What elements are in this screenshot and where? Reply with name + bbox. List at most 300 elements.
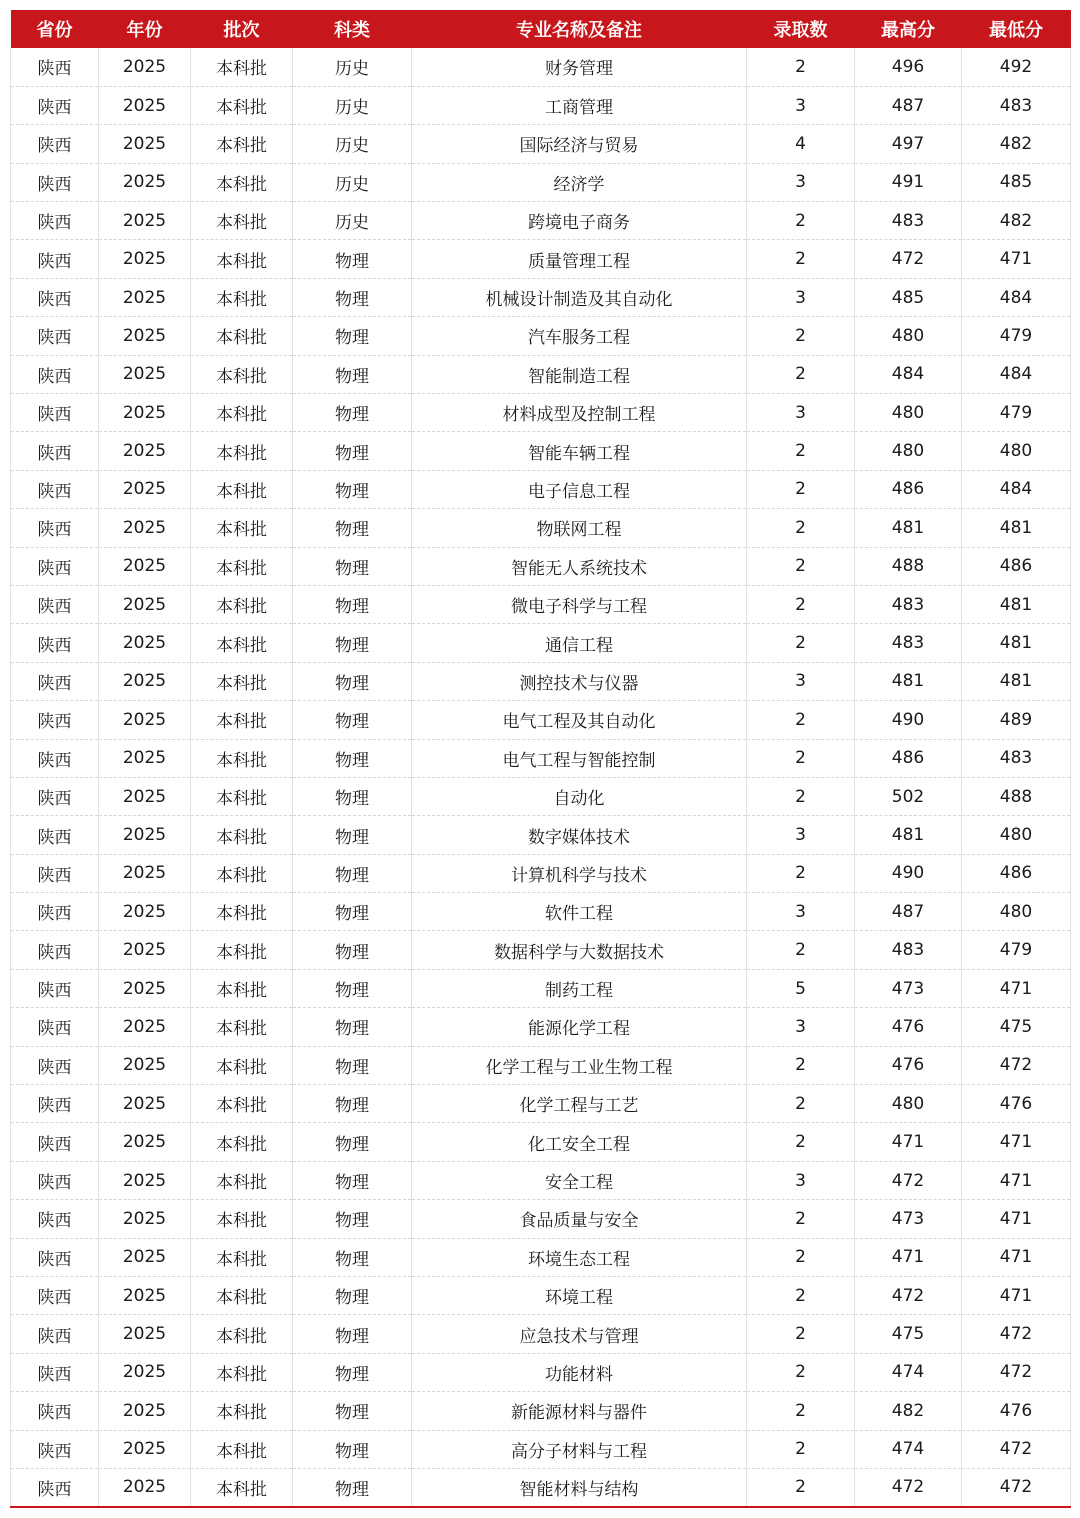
admission-table-container: [10, 10, 1070, 1508]
cell-min-score: 471: [962, 1238, 1071, 1276]
cell-max-score: 487: [855, 86, 962, 124]
cell-subject: 历史: [293, 125, 412, 163]
cell-admitted: 3: [747, 86, 855, 124]
cell-batch: 本科批: [191, 48, 293, 86]
cell-major: 机械设计制造及其自动化: [412, 278, 747, 316]
cell-batch: 本科批: [191, 1315, 293, 1353]
cell-admitted: 2: [747, 240, 855, 278]
cell-batch: 本科批: [191, 317, 293, 355]
cell-major: 汽车服务工程: [412, 317, 747, 355]
cell-major: 化学工程与工业生物工程: [412, 1046, 747, 1084]
cell-province: 陕西: [11, 1200, 99, 1238]
cell-major: 环境工程: [412, 1277, 747, 1315]
cell-batch: 本科批: [191, 624, 293, 662]
cell-year: 2025: [99, 278, 191, 316]
admission-table: [10, 10, 1071, 1508]
cell-subject: 物理: [293, 1430, 412, 1468]
cell-min-score: 476: [962, 1085, 1071, 1123]
cell-min-score: 482: [962, 202, 1071, 240]
cell-batch: 本科批: [191, 1008, 293, 1046]
cell-admitted: 2: [747, 1277, 855, 1315]
cell-min-score: 484: [962, 470, 1071, 508]
cell-province: 陕西: [11, 470, 99, 508]
cell-subject: 历史: [293, 202, 412, 240]
cell-batch: 本科批: [191, 931, 293, 969]
cell-major: 能源化学工程: [412, 1008, 747, 1046]
cell-batch: 本科批: [191, 355, 293, 393]
cell-min-score: 482: [962, 125, 1071, 163]
cell-province: 陕西: [11, 86, 99, 124]
header-province: 省份: [11, 10, 99, 48]
cell-max-score: 472: [855, 1161, 962, 1199]
cell-major: 化学工程与工艺: [412, 1085, 747, 1123]
cell-batch: 本科批: [191, 240, 293, 278]
cell-max-score: 490: [855, 854, 962, 892]
cell-admitted: 2: [747, 624, 855, 662]
cell-min-score: 475: [962, 1008, 1071, 1046]
cell-admitted: 3: [747, 662, 855, 700]
cell-admitted: 2: [747, 509, 855, 547]
cell-major: 应急技术与管理: [412, 1315, 747, 1353]
cell-subject: 物理: [293, 931, 412, 969]
cell-batch: 本科批: [191, 125, 293, 163]
cell-batch: 本科批: [191, 1392, 293, 1430]
cell-major: 新能源材料与器件: [412, 1392, 747, 1430]
cell-admitted: 3: [747, 893, 855, 931]
cell-batch: 本科批: [191, 509, 293, 547]
cell-min-score: 481: [962, 624, 1071, 662]
cell-province: 陕西: [11, 1468, 99, 1506]
cell-max-score: 484: [855, 355, 962, 393]
cell-major: 软件工程: [412, 893, 747, 931]
cell-province: 陕西: [11, 1238, 99, 1276]
cell-min-score: 471: [962, 1161, 1071, 1199]
cell-major: 国际经济与贸易: [412, 125, 747, 163]
cell-subject: 物理: [293, 662, 412, 700]
cell-batch: 本科批: [191, 394, 293, 432]
cell-subject: 物理: [293, 1008, 412, 1046]
cell-admitted: 2: [747, 701, 855, 739]
cell-admitted: 2: [747, 355, 855, 393]
cell-subject: 物理: [293, 1085, 412, 1123]
cell-major: 质量管理工程: [412, 240, 747, 278]
cell-batch: 本科批: [191, 854, 293, 892]
table-row: [11, 1430, 1071, 1468]
table-row: [11, 662, 1071, 700]
cell-max-score: 488: [855, 547, 962, 585]
cell-province: 陕西: [11, 240, 99, 278]
cell-admitted: 2: [747, 547, 855, 585]
cell-admitted: 2: [747, 1238, 855, 1276]
cell-subject: 物理: [293, 1238, 412, 1276]
cell-subject: 物理: [293, 1353, 412, 1391]
cell-year: 2025: [99, 1161, 191, 1199]
cell-subject: 物理: [293, 432, 412, 470]
cell-max-score: 476: [855, 1046, 962, 1084]
cell-min-score: 480: [962, 432, 1071, 470]
cell-max-score: 502: [855, 777, 962, 815]
cell-major: 经济学: [412, 163, 747, 201]
cell-min-score: 481: [962, 662, 1071, 700]
cell-year: 2025: [99, 86, 191, 124]
cell-batch: 本科批: [191, 969, 293, 1007]
cell-province: 陕西: [11, 1277, 99, 1315]
table-row: [11, 509, 1071, 547]
cell-admitted: 3: [747, 163, 855, 201]
cell-subject: 物理: [293, 1468, 412, 1506]
table-row: [11, 432, 1071, 470]
cell-max-score: 473: [855, 1200, 962, 1238]
cell-year: 2025: [99, 1353, 191, 1391]
cell-subject: 物理: [293, 240, 412, 278]
table-row: [11, 240, 1071, 278]
table-body: [11, 48, 1071, 1507]
cell-province: 陕西: [11, 701, 99, 739]
cell-year: 2025: [99, 317, 191, 355]
cell-province: 陕西: [11, 585, 99, 623]
cell-major: 智能制造工程: [412, 355, 747, 393]
cell-major: 制药工程: [412, 969, 747, 1007]
cell-admitted: 3: [747, 1008, 855, 1046]
cell-batch: 本科批: [191, 86, 293, 124]
cell-max-score: 474: [855, 1353, 962, 1391]
cell-subject: 物理: [293, 1277, 412, 1315]
cell-major: 工商管理: [412, 86, 747, 124]
header-admitted: 录取数: [747, 10, 855, 48]
cell-min-score: 472: [962, 1315, 1071, 1353]
cell-batch: 本科批: [191, 1200, 293, 1238]
cell-batch: 本科批: [191, 739, 293, 777]
cell-province: 陕西: [11, 624, 99, 662]
table-row: [11, 86, 1071, 124]
cell-subject: 物理: [293, 509, 412, 547]
cell-province: 陕西: [11, 1392, 99, 1430]
cell-admitted: 2: [747, 1046, 855, 1084]
cell-province: 陕西: [11, 1353, 99, 1391]
cell-year: 2025: [99, 1277, 191, 1315]
cell-batch: 本科批: [191, 1161, 293, 1199]
cell-subject: 物理: [293, 1200, 412, 1238]
cell-max-score: 483: [855, 202, 962, 240]
cell-batch: 本科批: [191, 1430, 293, 1468]
cell-max-score: 481: [855, 662, 962, 700]
table-row: [11, 1238, 1071, 1276]
cell-year: 2025: [99, 509, 191, 547]
cell-major: 数据科学与大数据技术: [412, 931, 747, 969]
cell-subject: 物理: [293, 1046, 412, 1084]
cell-year: 2025: [99, 547, 191, 585]
table-row: [11, 48, 1071, 86]
cell-batch: 本科批: [191, 893, 293, 931]
table-row: [11, 125, 1071, 163]
cell-year: 2025: [99, 1468, 191, 1506]
cell-province: 陕西: [11, 1008, 99, 1046]
cell-max-score: 483: [855, 931, 962, 969]
cell-subject: 物理: [293, 624, 412, 662]
cell-major: 跨境电子商务: [412, 202, 747, 240]
cell-batch: 本科批: [191, 701, 293, 739]
cell-max-score: 486: [855, 470, 962, 508]
cell-batch: 本科批: [191, 816, 293, 854]
cell-max-score: 471: [855, 1238, 962, 1276]
cell-max-score: 491: [855, 163, 962, 201]
cell-admitted: 3: [747, 394, 855, 432]
cell-major: 数字媒体技术: [412, 816, 747, 854]
cell-province: 陕西: [11, 777, 99, 815]
table-row: [11, 1353, 1071, 1391]
cell-subject: 历史: [293, 48, 412, 86]
cell-province: 陕西: [11, 1430, 99, 1468]
cell-max-score: 480: [855, 394, 962, 432]
cell-admitted: 2: [747, 777, 855, 815]
cell-year: 2025: [99, 1392, 191, 1430]
cell-year: 2025: [99, 1008, 191, 1046]
cell-year: 2025: [99, 701, 191, 739]
cell-admitted: 2: [747, 48, 855, 86]
header-subject: 科类: [293, 10, 412, 48]
table-row: [11, 278, 1071, 316]
cell-min-score: 484: [962, 278, 1071, 316]
table-row: [11, 969, 1071, 1007]
cell-min-score: 479: [962, 931, 1071, 969]
cell-province: 陕西: [11, 1085, 99, 1123]
cell-year: 2025: [99, 1430, 191, 1468]
cell-max-score: 480: [855, 317, 962, 355]
cell-max-score: 473: [855, 969, 962, 1007]
header-major: 专业名称及备注: [412, 10, 747, 48]
cell-admitted: 2: [747, 931, 855, 969]
cell-min-score: 480: [962, 893, 1071, 931]
cell-subject: 物理: [293, 547, 412, 585]
table-row: [11, 854, 1071, 892]
table-row: [11, 1277, 1071, 1315]
cell-admitted: 5: [747, 969, 855, 1007]
cell-year: 2025: [99, 1046, 191, 1084]
cell-subject: 物理: [293, 585, 412, 623]
table-row: [11, 317, 1071, 355]
cell-subject: 物理: [293, 278, 412, 316]
cell-max-score: 486: [855, 739, 962, 777]
cell-major: 高分子材料与工程: [412, 1430, 747, 1468]
header-max-score: 最高分: [855, 10, 962, 48]
header-batch: 批次: [191, 10, 293, 48]
cell-major: 电气工程与智能控制: [412, 739, 747, 777]
cell-year: 2025: [99, 1238, 191, 1276]
cell-year: 2025: [99, 355, 191, 393]
cell-admitted: 2: [747, 470, 855, 508]
cell-year: 2025: [99, 1123, 191, 1161]
header-min-score: 最低分: [962, 10, 1071, 48]
cell-year: 2025: [99, 394, 191, 432]
cell-min-score: 489: [962, 701, 1071, 739]
cell-batch: 本科批: [191, 432, 293, 470]
table-row: [11, 1392, 1071, 1430]
cell-major: 智能材料与结构: [412, 1468, 747, 1506]
table-row: [11, 1315, 1071, 1353]
cell-max-score: 485: [855, 278, 962, 316]
table-row: [11, 394, 1071, 432]
table-row: [11, 202, 1071, 240]
cell-subject: 物理: [293, 317, 412, 355]
cell-major: 测控技术与仪器: [412, 662, 747, 700]
cell-subject: 物理: [293, 1123, 412, 1161]
cell-batch: 本科批: [191, 777, 293, 815]
cell-admitted: 2: [747, 1430, 855, 1468]
cell-subject: 物理: [293, 893, 412, 931]
cell-batch: 本科批: [191, 1468, 293, 1506]
table-row: [11, 1123, 1071, 1161]
cell-year: 2025: [99, 624, 191, 662]
cell-major: 食品质量与安全: [412, 1200, 747, 1238]
cell-min-score: 471: [962, 969, 1071, 1007]
cell-year: 2025: [99, 854, 191, 892]
cell-batch: 本科批: [191, 1085, 293, 1123]
cell-max-score: 472: [855, 1277, 962, 1315]
table-row: [11, 547, 1071, 585]
cell-subject: 物理: [293, 355, 412, 393]
cell-major: 化工安全工程: [412, 1123, 747, 1161]
cell-admitted: 2: [747, 739, 855, 777]
cell-min-score: 471: [962, 1277, 1071, 1315]
cell-year: 2025: [99, 202, 191, 240]
cell-subject: 历史: [293, 163, 412, 201]
cell-max-score: 474: [855, 1430, 962, 1468]
table-row: [11, 1046, 1071, 1084]
cell-year: 2025: [99, 163, 191, 201]
table-row: [11, 739, 1071, 777]
cell-admitted: 2: [747, 317, 855, 355]
table-row: [11, 1161, 1071, 1199]
cell-major: 安全工程: [412, 1161, 747, 1199]
cell-min-score: 484: [962, 355, 1071, 393]
cell-province: 陕西: [11, 969, 99, 1007]
table-row: [11, 355, 1071, 393]
cell-province: 陕西: [11, 163, 99, 201]
cell-province: 陕西: [11, 202, 99, 240]
cell-max-score: 476: [855, 1008, 962, 1046]
cell-subject: 物理: [293, 470, 412, 508]
table-row: [11, 1468, 1071, 1506]
cell-max-score: 481: [855, 816, 962, 854]
cell-year: 2025: [99, 777, 191, 815]
cell-min-score: 486: [962, 547, 1071, 585]
cell-max-score: 480: [855, 1085, 962, 1123]
cell-major: 微电子科学与工程: [412, 585, 747, 623]
table-row: [11, 777, 1071, 815]
cell-subject: 物理: [293, 969, 412, 1007]
cell-max-score: 475: [855, 1315, 962, 1353]
table-row: [11, 701, 1071, 739]
cell-min-score: 479: [962, 317, 1071, 355]
cell-admitted: 2: [747, 432, 855, 470]
cell-major: 通信工程: [412, 624, 747, 662]
cell-min-score: 485: [962, 163, 1071, 201]
cell-province: 陕西: [11, 1161, 99, 1199]
cell-year: 2025: [99, 969, 191, 1007]
table-row: [11, 816, 1071, 854]
cell-max-score: 497: [855, 125, 962, 163]
cell-batch: 本科批: [191, 278, 293, 316]
cell-subject: 历史: [293, 86, 412, 124]
cell-year: 2025: [99, 893, 191, 931]
cell-admitted: 2: [747, 1123, 855, 1161]
cell-major: 物联网工程: [412, 509, 747, 547]
cell-admitted: 2: [747, 1392, 855, 1430]
cell-min-score: 472: [962, 1430, 1071, 1468]
table-header-row: [11, 10, 1071, 48]
cell-admitted: 2: [747, 1200, 855, 1238]
table-row: [11, 1008, 1071, 1046]
cell-max-score: 490: [855, 701, 962, 739]
cell-batch: 本科批: [191, 1353, 293, 1391]
cell-min-score: 471: [962, 1200, 1071, 1238]
table-row: [11, 1085, 1071, 1123]
cell-min-score: 480: [962, 816, 1071, 854]
cell-major: 电气工程及其自动化: [412, 701, 747, 739]
cell-batch: 本科批: [191, 470, 293, 508]
cell-admitted: 3: [747, 278, 855, 316]
cell-batch: 本科批: [191, 1277, 293, 1315]
header-year: 年份: [99, 10, 191, 48]
cell-min-score: 476: [962, 1392, 1071, 1430]
cell-min-score: 471: [962, 1123, 1071, 1161]
cell-major: 环境生态工程: [412, 1238, 747, 1276]
cell-subject: 物理: [293, 701, 412, 739]
cell-subject: 物理: [293, 777, 412, 815]
cell-year: 2025: [99, 470, 191, 508]
cell-max-score: 483: [855, 585, 962, 623]
cell-batch: 本科批: [191, 547, 293, 585]
cell-batch: 本科批: [191, 662, 293, 700]
table-row: [11, 1200, 1071, 1238]
cell-subject: 物理: [293, 854, 412, 892]
cell-year: 2025: [99, 125, 191, 163]
cell-year: 2025: [99, 662, 191, 700]
cell-admitted: 3: [747, 1161, 855, 1199]
cell-province: 陕西: [11, 509, 99, 547]
cell-year: 2025: [99, 240, 191, 278]
cell-year: 2025: [99, 585, 191, 623]
cell-max-score: 496: [855, 48, 962, 86]
cell-province: 陕西: [11, 432, 99, 470]
cell-admitted: 4: [747, 125, 855, 163]
cell-min-score: 486: [962, 854, 1071, 892]
table-row: [11, 470, 1071, 508]
cell-max-score: 472: [855, 240, 962, 278]
cell-batch: 本科批: [191, 1046, 293, 1084]
cell-subject: 物理: [293, 394, 412, 432]
cell-min-score: 481: [962, 509, 1071, 547]
cell-year: 2025: [99, 1315, 191, 1353]
cell-admitted: 2: [747, 1315, 855, 1353]
table-row: [11, 163, 1071, 201]
cell-province: 陕西: [11, 48, 99, 86]
cell-min-score: 492: [962, 48, 1071, 86]
cell-year: 2025: [99, 432, 191, 470]
cell-batch: 本科批: [191, 1123, 293, 1161]
cell-admitted: 2: [747, 202, 855, 240]
cell-major: 智能车辆工程: [412, 432, 747, 470]
cell-min-score: 483: [962, 86, 1071, 124]
cell-subject: 物理: [293, 1315, 412, 1353]
cell-year: 2025: [99, 1200, 191, 1238]
cell-province: 陕西: [11, 816, 99, 854]
cell-province: 陕西: [11, 662, 99, 700]
cell-province: 陕西: [11, 317, 99, 355]
cell-province: 陕西: [11, 854, 99, 892]
cell-major: 财务管理: [412, 48, 747, 86]
cell-subject: 物理: [293, 1392, 412, 1430]
